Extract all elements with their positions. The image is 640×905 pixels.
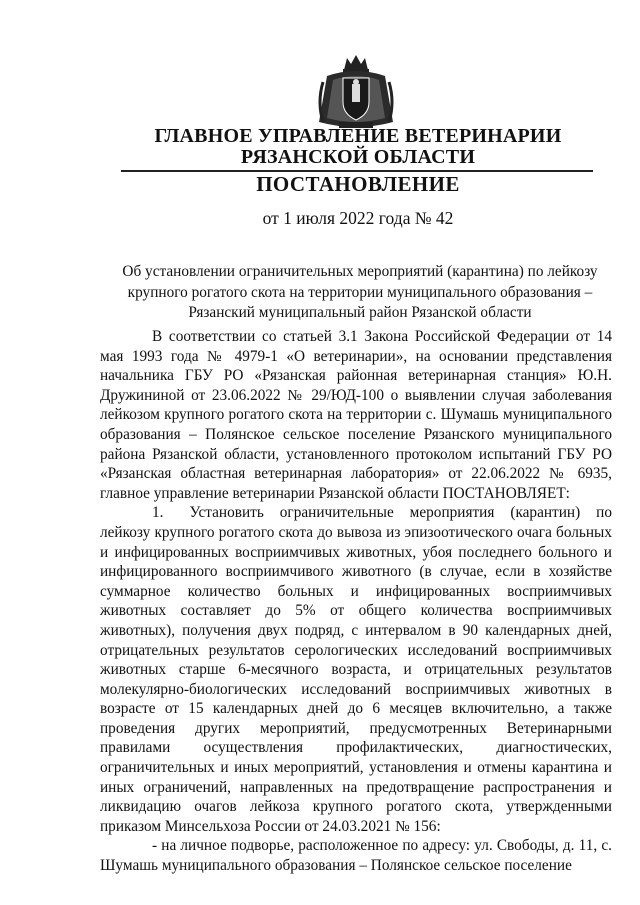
- document-type-title: ПОСТАНОВЛЕНИЕ: [256, 172, 460, 196]
- bullet-paragraph: - на личное подворье, расположенное по адресу: ул. Свободы, д. 11, с. Шумашь муниципального образования – Полянское сельское поселение: [100, 837, 612, 875]
- item-1-paragraph: [100, 503, 612, 836]
- item-number: 1.: [152, 504, 164, 522]
- document-body: [100, 327, 612, 876]
- subject-line: Об установлении ограничительных мероприятий (карантина) по лейкозу: [122, 263, 598, 280]
- coat-of-arms-emblem: [313, 52, 399, 134]
- subject-line: крупного рогатого скота на территории муниципального образования –: [127, 283, 593, 301]
- org-name-line2: РЯЗАНСКОЙ ОБЛАСТИ: [240, 146, 476, 168]
- subject-line: Рязанский муниципальный район Рязанской области: [188, 304, 532, 321]
- item-text: Установить ограничительные мероприятия (карантин) по лейкозу крупного рогатого скота до вывоза из эпизоотического очага больных и инфицированных восприимчивых животных, убоя последнего больного и инфицированного восприимчивого животного (в случае, если в хозяйстве суммарное количество больных и инфицированных восприимчивых животных составляет до 5% от общего количества восприимчивых животных), получения двух подряд, с интервалом в 90 календарных дней, отрицательных результатов серологических исследований восприимчивых животных старше 6-месячного возраста, и отрицательных результатов молекулярно-биологических исследований восприимчивых животных в возрасте от 15 календарных дней до 6 месяцев включительно, а также проведения других мероприятий, предусмотренных Ветеринарными правилами осуществления профилактических, диагностических, ограничительных и иных мероприятий, установления и отмены карантина и иных ограничений, направленных на предотвращение распространения и ликвидацию очагов лейкоза крупного рогатого скота, утвержденными приказом Минсельхоза России от 24.03.2021 № 156:: [100, 504, 612, 835]
- document-subject: [108, 262, 612, 324]
- document-date-number: от 1 июля 2022 года № 42: [262, 208, 454, 228]
- org-name-line1: ГЛАВНОЕ УПРАВЛЕНИЕ ВЕТЕРИНАРИИ: [154, 125, 562, 147]
- preamble-paragraph: В соответствии со статьей 3.1 Закона Российской Федерации от 14 мая 1993 года № 4979-1 «О ветеринарии», на основании представления начальника ГБУ РО «Рязанская районная ветеринарная станция» Ю.Н. Дружининой от 23.06.2022 № 29/ЮД-100 о выявлении случая заболевания лейкозом крупного рогатого скота на территории с. Шумашь муниципального образования – Полянское сельское поселение Рязанского муниципального района Рязанской области, установленного протоколом испытаний ГБУ РО «Рязанская областная ветеринарная лаборатория» от 22.06.2022 № 6935, главное управление ветеринарии Рязанской области ПОСТАНОВЛЯЕТ:: [100, 328, 612, 502]
